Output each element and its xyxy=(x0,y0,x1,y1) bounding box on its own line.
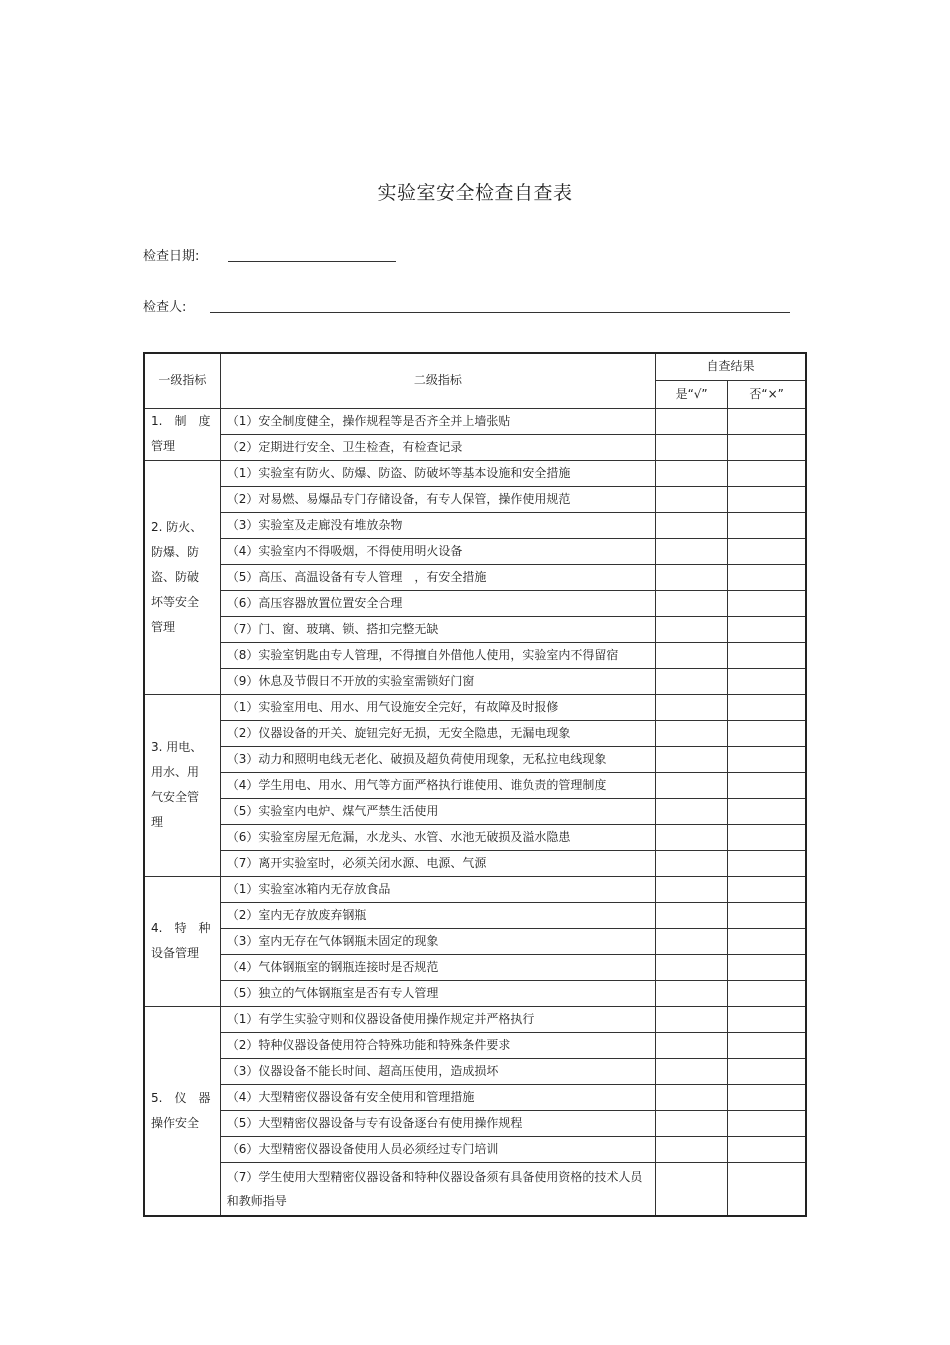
header-yes: 是“√” xyxy=(656,380,728,408)
table-row xyxy=(144,616,806,642)
header-level2: 二级指标 xyxy=(220,353,655,408)
category-label-line: 管理 xyxy=(151,439,176,453)
table-row xyxy=(144,1136,806,1162)
table-row xyxy=(144,486,806,512)
result-yes-cell[interactable] xyxy=(656,1162,728,1216)
item-text: （7）学生使用大型精密仪器设备和特种仪器设备须有具备使用资格的技术人员和教师指导 xyxy=(220,1162,655,1216)
category-label-line: 用水、用 xyxy=(151,765,200,779)
result-yes-cell[interactable] xyxy=(656,564,728,590)
table-row xyxy=(144,694,806,720)
table-row xyxy=(144,460,806,486)
result-no-cell[interactable] xyxy=(728,408,806,434)
result-yes-cell[interactable] xyxy=(656,694,728,720)
item-text: （2）对易燃、易爆品专门存储设备，有专人保管，操作使用规范 xyxy=(220,486,655,512)
item-text: （2）特种仪器设备使用符合特殊功能和特殊条件要求 xyxy=(220,1032,655,1058)
result-yes-cell[interactable] xyxy=(656,928,728,954)
result-yes-cell[interactable] xyxy=(656,616,728,642)
item-text: （1）实验室冰箱内无存放食品 xyxy=(220,876,655,902)
result-yes-cell[interactable] xyxy=(656,720,728,746)
table-row xyxy=(144,1058,806,1084)
result-yes-cell[interactable] xyxy=(656,746,728,772)
item-text: （4）大型精密仪器设备有安全使用和管理措施 xyxy=(220,1084,655,1110)
checklist-table xyxy=(143,352,807,1217)
category-cell xyxy=(144,694,220,876)
item-text: （1）有学生实验守则和仪器设备使用操作规定并严格执行 xyxy=(220,1006,655,1032)
result-no-cell[interactable] xyxy=(728,902,806,928)
table-row xyxy=(144,772,806,798)
result-yes-cell[interactable] xyxy=(656,824,728,850)
table-row xyxy=(144,1110,806,1136)
category-label-line: 5. 仪 器 xyxy=(151,1090,211,1105)
result-yes-cell[interactable] xyxy=(656,798,728,824)
table-row xyxy=(144,590,806,616)
result-yes-cell[interactable] xyxy=(656,772,728,798)
category-label-line: 4. 特 种 xyxy=(151,921,211,935)
item-text: （4）气体钢瓶室的钢瓶连接时是否规范 xyxy=(220,954,655,980)
result-no-cell[interactable] xyxy=(728,1136,806,1162)
table-row xyxy=(144,512,806,538)
header-level1: 一级指标 xyxy=(144,353,220,408)
item-text: （5）独立的气体钢瓶室是否有专人管理 xyxy=(220,980,655,1006)
category-label-line: 坏等安全 xyxy=(151,594,200,609)
table-row xyxy=(144,746,806,772)
result-no-cell[interactable] xyxy=(728,954,806,980)
table-row xyxy=(144,954,806,980)
result-no-cell[interactable] xyxy=(728,538,806,564)
item-text: （5）大型精密仪器设备与专有设备逐台有使用操作规程 xyxy=(220,1110,655,1136)
result-no-cell[interactable] xyxy=(728,1006,806,1032)
result-yes-cell[interactable] xyxy=(656,1110,728,1136)
result-yes-cell[interactable] xyxy=(656,980,728,1006)
result-no-cell[interactable] xyxy=(728,668,806,694)
table-row xyxy=(144,668,806,694)
result-no-cell[interactable] xyxy=(728,1032,806,1058)
result-yes-cell[interactable] xyxy=(656,1032,728,1058)
result-no-cell[interactable] xyxy=(728,824,806,850)
category-label-line: 盗、防破 xyxy=(151,569,200,584)
inspector-label: 检查人: xyxy=(143,300,187,315)
result-no-cell[interactable] xyxy=(728,1110,806,1136)
result-yes-cell[interactable] xyxy=(656,1084,728,1110)
result-no-cell[interactable] xyxy=(728,512,806,538)
item-text: （2）室内无存放废弃钢瓶 xyxy=(220,902,655,928)
result-yes-cell[interactable] xyxy=(656,408,728,434)
header-result: 自查结果 xyxy=(656,353,806,380)
inspector-field xyxy=(143,296,186,315)
result-yes-cell[interactable] xyxy=(656,512,728,538)
item-text: （4）学生用电、用水、用气等方面严格执行谁使用、谁负责的管理制度 xyxy=(220,772,655,798)
table-row xyxy=(144,434,806,460)
table-row xyxy=(144,824,806,850)
result-yes-cell[interactable] xyxy=(656,538,728,564)
table-row xyxy=(144,798,806,824)
result-no-cell[interactable] xyxy=(728,850,806,876)
result-no-cell[interactable] xyxy=(728,1162,806,1216)
result-no-cell[interactable] xyxy=(728,460,806,486)
result-no-cell[interactable] xyxy=(728,720,806,746)
category-label-line: 2. 防火、 xyxy=(151,519,203,534)
item-text: （3）仪器设备不能长时间、超高压使用，造成损坏 xyxy=(220,1058,655,1084)
item-text: （3）室内无存在气体钢瓶未固定的现象 xyxy=(220,928,655,954)
inspector-input-line[interactable] xyxy=(210,312,790,313)
result-no-cell[interactable] xyxy=(728,1058,806,1084)
table-row xyxy=(144,876,806,902)
result-no-cell[interactable] xyxy=(728,1084,806,1110)
category-cell xyxy=(144,1006,220,1216)
item-text: （3）动力和照明电线无老化、破损及超负荷使用现象，无私拉电线现象 xyxy=(220,746,655,772)
item-text: （1）实验室有防火、防爆、防盗、防破坏等基本设施和安全措施 xyxy=(220,460,655,486)
result-no-cell[interactable] xyxy=(728,746,806,772)
date-input-line[interactable] xyxy=(228,261,396,262)
result-no-cell[interactable] xyxy=(728,642,806,668)
result-yes-cell[interactable] xyxy=(656,1058,728,1084)
category-cell xyxy=(144,408,220,460)
item-text: （6）大型精密仪器设备使用人员必须经过专门培训 xyxy=(220,1136,655,1162)
result-yes-cell[interactable] xyxy=(656,668,728,694)
category-label-line: 1. 制 度 xyxy=(151,414,211,428)
page-title: 实验室安全检查自查表 xyxy=(377,182,573,204)
result-no-cell[interactable] xyxy=(728,564,806,590)
category-label-line: 气安全管 xyxy=(151,790,200,804)
table-row xyxy=(144,928,806,954)
result-yes-cell[interactable] xyxy=(656,954,728,980)
result-yes-cell[interactable] xyxy=(656,876,728,902)
category-label-line: 3. 用电、 xyxy=(151,740,203,754)
category-label-line: 设备管理 xyxy=(151,946,200,960)
result-no-cell[interactable] xyxy=(728,798,806,824)
date-label: 检查日期: xyxy=(143,249,200,264)
table-row xyxy=(144,1006,806,1032)
table-row xyxy=(144,720,806,746)
result-yes-cell[interactable] xyxy=(656,460,728,486)
item-text: （2）定期进行安全、卫生检查，有检查记录 xyxy=(220,434,655,460)
result-no-cell[interactable] xyxy=(728,590,806,616)
item-text: （5）高压、高温设备有专人管理 ，有安全措施 xyxy=(220,564,655,590)
result-no-cell[interactable] xyxy=(728,486,806,512)
category-label-line: 防爆、防 xyxy=(151,544,200,559)
table-row xyxy=(144,1032,806,1058)
category-cell xyxy=(144,460,220,694)
result-yes-cell[interactable] xyxy=(656,642,728,668)
result-no-cell[interactable] xyxy=(728,772,806,798)
category-label-line: 理 xyxy=(151,815,164,829)
table-row xyxy=(144,1084,806,1110)
date-field xyxy=(143,245,199,264)
result-yes-cell[interactable] xyxy=(656,902,728,928)
result-yes-cell[interactable] xyxy=(656,1006,728,1032)
item-text: （6）实验室房屋无危漏，水龙头、水管、水池无破损及溢水隐患 xyxy=(220,824,655,850)
result-no-cell[interactable] xyxy=(728,928,806,954)
item-text: （8）实验室钥匙由专人管理，不得擅自外借他人使用，实验室内不得留宿 xyxy=(220,642,655,668)
category-label-line: 操作安全 xyxy=(151,1115,200,1130)
result-yes-cell[interactable] xyxy=(656,590,728,616)
result-yes-cell[interactable] xyxy=(656,1136,728,1162)
table-row xyxy=(144,642,806,668)
result-no-cell[interactable] xyxy=(728,434,806,460)
table-row xyxy=(144,1162,806,1216)
result-no-cell[interactable] xyxy=(728,980,806,1006)
category-label-line: 管理 xyxy=(151,619,176,634)
header-no: 否“×” xyxy=(728,380,806,408)
item-text: （1）安全制度健全，操作规程等是否齐全并上墙张贴 xyxy=(220,408,655,434)
item-text: （6）高压容器放置位置安全合理 xyxy=(220,590,655,616)
result-yes-cell[interactable] xyxy=(656,850,728,876)
result-yes-cell[interactable] xyxy=(656,486,728,512)
result-no-cell[interactable] xyxy=(728,694,806,720)
table-row xyxy=(144,564,806,590)
category-cell xyxy=(144,876,220,1006)
item-text: （3）实验室及走廊没有堆放杂物 xyxy=(220,512,655,538)
item-text: （4）实验室内不得吸烟，不得使用明火设备 xyxy=(220,538,655,564)
table-row xyxy=(144,902,806,928)
item-text: （5）实验室内电炉、煤气严禁生活使用 xyxy=(220,798,655,824)
item-text: （7）离开实验室时，必须关闭水源、电源、气源 xyxy=(220,850,655,876)
result-no-cell[interactable] xyxy=(728,616,806,642)
item-text: （9）休息及节假日不开放的实验室需锁好门窗 xyxy=(220,668,655,694)
table-row xyxy=(144,980,806,1006)
table-row xyxy=(144,408,806,434)
table-row xyxy=(144,538,806,564)
result-no-cell[interactable] xyxy=(728,876,806,902)
table-row xyxy=(144,850,806,876)
result-yes-cell[interactable] xyxy=(656,434,728,460)
item-text: （7）门、窗、玻璃、锁、搭扣完整无缺 xyxy=(220,616,655,642)
item-text: （2）仪器设备的开关、旋钮完好无损，无安全隐患，无漏电现象 xyxy=(220,720,655,746)
item-text: （1）实验室用电、用水、用气设施安全完好，有故障及时报修 xyxy=(220,694,655,720)
